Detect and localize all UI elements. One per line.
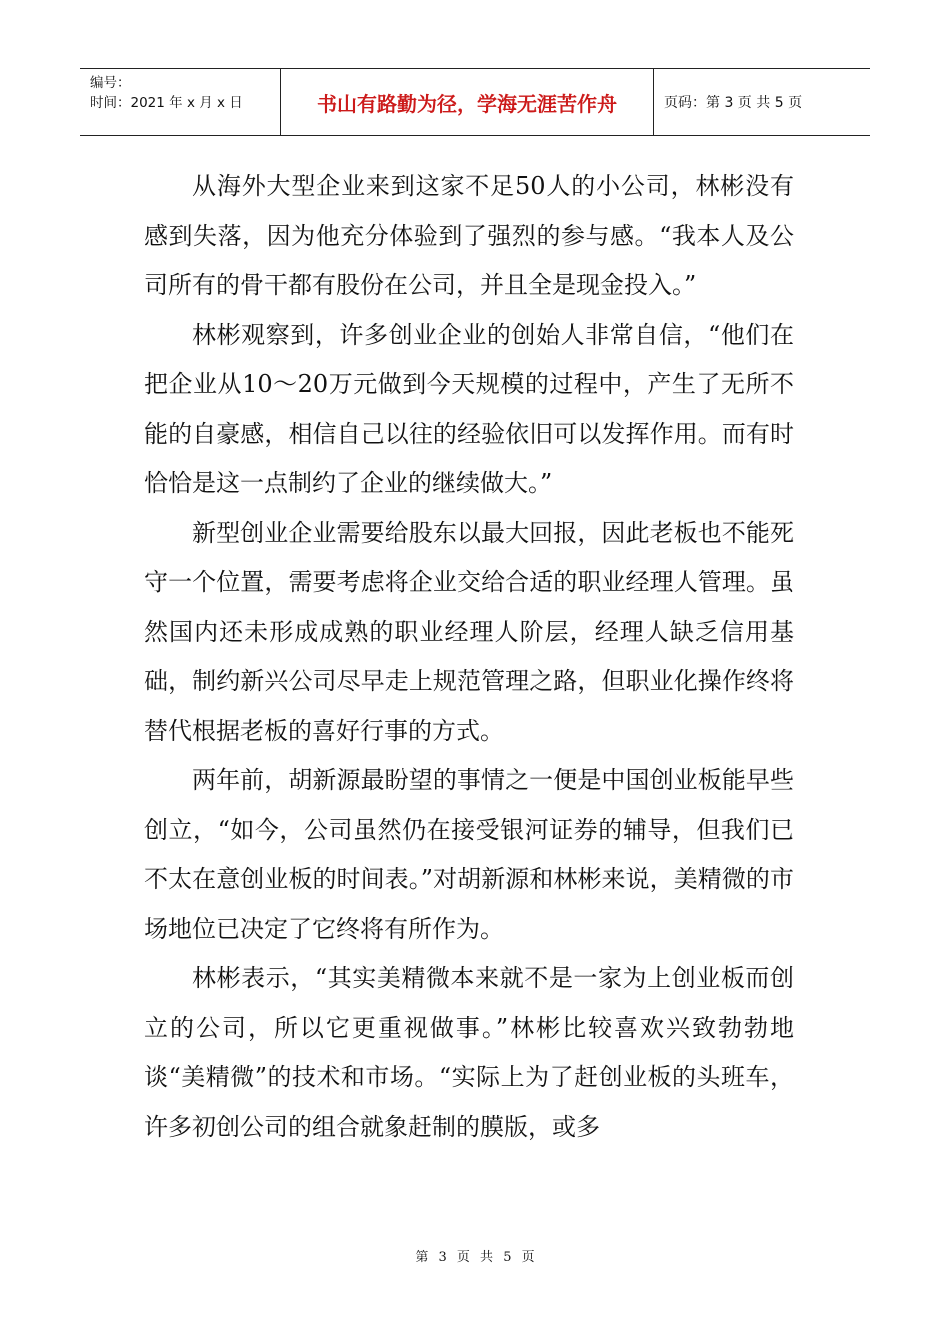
document-number-label: 编号： — [90, 75, 131, 91]
page-header — [80, 68, 870, 136]
header-page-cell — [654, 69, 870, 135]
page-footer — [0, 1246, 950, 1265]
paragraph: 两年前，胡新源最盼望的事情之一便是中国创业板能早些创立，“如今，公司虽然仍在接受银河证券的辅导，但我们已不太在意创业板的时间表。”对胡新源和林彬来说，美精微的市场地位已决定了它终将有所作为。 — [144, 766, 794, 943]
document-body — [144, 162, 794, 1152]
paragraph: 新型创业企业需要给股东以最大回报，因此老板也不能死守一个位置，需要考虑将企业交给合适的职业经理人管理。虽然国内还未形成成熟的职业经理人阶层，经理人缺乏信用基础，制约新兴公司尽早走上规范管理之路，但职业化操作终将替代根据老板的喜好行事的方式。 — [144, 518, 794, 745]
paragraph: 林彬表示，“其实美精微本来就不是一家为上创业板而创立的公司，所以它更重视做事。”林彬比较喜欢兴致勃勃地谈“美精微”的技术和市场。“实际上为了赶创业板的头班车，许多初创公司的组合就象赶制的膜版，或多 — [144, 964, 794, 1141]
header-motto: 书山有路勤为径，学海无涯苦作舟 — [317, 91, 617, 116]
header-motto-cell — [281, 69, 654, 135]
header-page-info: 页码：第 3 页 共 5 页 — [664, 95, 803, 111]
footer-page-number: 第 3 页 共 5 页 — [415, 1250, 535, 1265]
paragraph: 林彬观察到，许多创业企业的创始人非常自信，“他们在把企业从10～20万元做到今天规模的过程中，产生了无所不能的自豪感，相信自己以往的经验依旧可以发挥作用。而有时恰恰是这一点制约了企业的继续做大。” — [144, 320, 794, 497]
paragraph: 从海外大型企业来到这家不足50人的小公司，林彬没有感到失落，因为他充分体验到了强烈的参与感。“我本人及公司所有的骨干都有股份在公司，并且全是现金投入。” — [144, 172, 794, 299]
header-meta — [80, 69, 281, 135]
document-time-label: 时间：2021 年 x 月 x 日 — [90, 95, 243, 111]
